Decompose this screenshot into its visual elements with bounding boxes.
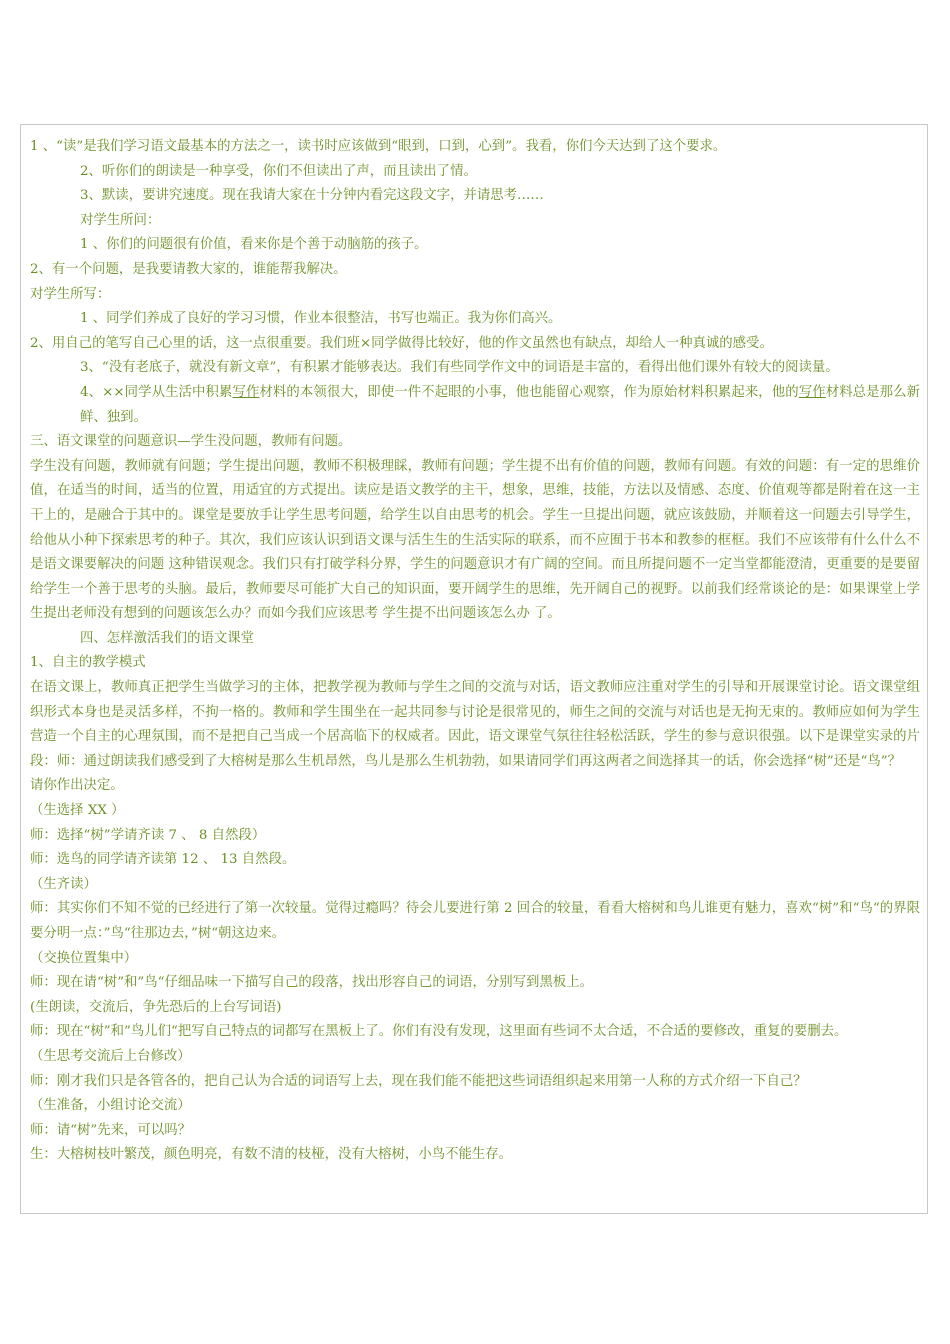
text-line: 2、听你们的朗读是一种享受，你们不但读出了声，而且读出了情。: [80, 163, 477, 179]
text-line: 2、用自己的笔写自己心里的话，这一点很重要。我们班×同学做得比较好，他的作文虽然也有缺点，却给人一种真诚的感受。: [30, 335, 773, 351]
text-line: 对学生所写：: [30, 286, 111, 302]
text-line: 师：现在请“树”和”鸟“仔细品味一下描写自己的段落，找出形容自己的词语，分别写到黑板上。: [30, 975, 594, 991]
text-line: 对学生所问：: [80, 212, 161, 228]
text-line: （生选择 XX ）: [30, 803, 125, 819]
text-line: 1 、你们的问题很有价值，看来你是个善于动脑筋的孩子。: [80, 237, 428, 253]
text-line: （交换位置集中）: [30, 950, 138, 966]
document-body: [30, 135, 920, 1168]
text-line: 师：选择“树”学请齐读 7 、 8 自然段）: [30, 827, 266, 843]
text-span: 4、××同学从生活中积累: [80, 384, 233, 400]
text-span: 材料的本领很大，即使一件不起眼的小事，他也能留心观察，作为原始材料积累起来，他的: [259, 384, 799, 400]
text-line: 1 、“读”是我们学习语文最基本的方法之一，读书时应该做到“眼到，口到，心到”。我看，你们今天达到了这个要求。: [30, 139, 727, 154]
paragraph-teaching-model: 在语文课上，教师真正把学生当做学习的主体，把教学视为教师与学生之间的交流与对话，语文教师应注重对学生的引导和开展课堂讨论。语文课堂组织形式本身也是灵活多样，不拘一格的。教师和学生围坐在一起共同参与讨论是很常见的，师生之间的交流与对话也是无拘无束的。教师应如何为学生营造一个自主的心理氛围，而不是把自己当成一个居高临下的权威者。因此，语文课堂气氛往往轻松活跃，学生的参与意识很强。以下是课堂实录的片段：师：通过朗读我们感受到了大榕树是那么生机昂然，鸟儿是那么生机勃勃，如果请同学们再这两者之间选择其一的话，你会选择“树”还是“鸟”？: [30, 680, 920, 769]
text-line: 师：现在“树”和”鸟儿们“把写自己特点的词都写在黑板上了。你们有没有发现，这里面有些词不太合适，不合适的要修改，重复的要删去。: [30, 1024, 848, 1040]
text-line: 3、默读，要讲究速度。现在我请大家在十分钟内看完这段文字，并请思考……: [80, 188, 544, 204]
text-line: 师：请“树”先来，可以吗？: [30, 1122, 191, 1138]
paragraph-compare: 师：其实你们不知不觉的已经进行了第一次较量。觉得过瘾吗？待会儿要进行第 2 回合的较量，看看大榕树和鸟儿谁更有魅力，喜欢“树”和“鸟“的界限要分明一点：”鸟“往那边去，”树“朝这边来。: [30, 901, 920, 941]
paragraph-4: [30, 381, 920, 430]
paragraph-question-awareness: 学生没有问题，教师就有问题；学生提出问题，教师不积极理睬，教师有问题；学生提不出有价值的问题，教师有问题。有效的问题：有一定的思维价值，在适当的时间，适当的位置，用适宜的方式提出。读应是语文教学的主干，想象，思维，技能，方法以及情感、态度、价值观等都是附着在这一主干上的，是融合于其中的。课堂是要放手让学生思考问题，给学生以自由思考的机会。学生一旦提出问题，就应该鼓励，并顺着这一问题去引导学生，给他从小种下探索思考的种子。其次，我们应该认识到语文课与活生生的生活实际的联系，而不应囿于书本和教参的框框。我们不应该带有什么什么不是语文课要解决的问题 这种错误观念。我们只有打破学科分界，学生的问题意识才有广阔的空间。而且所提问题不一定当堂都能澄清，更重要的是要留给学生一个善于思考的头脑。最后，教师要尽可能扩大自己的知识面，要开阔学生的思维，先开阔自己的视野。以前我们经常谈论的是：如果课堂上学生提出老师没有想到的问题该怎么办？而如今我们应该思考 学生提不出问题该怎么办 了。: [30, 458, 920, 622]
section-heading-3: 三、语文课堂的问题意识—学生没问题，教师有问题。: [30, 434, 352, 450]
text-line: 3、“没有老底子，就没有新文章”，有积累才能够表达。我们有些同学作文中的词语是丰富的，看得出他们课外有较大的阅读量。: [80, 360, 839, 376]
text-line: （生齐读）: [30, 876, 97, 892]
text-line: 请你作出决定。: [30, 778, 124, 794]
text-line: （生思考交流后上台修改）: [30, 1048, 191, 1064]
text-span: 材料总是那么新鲜、独到。: [80, 384, 921, 425]
text-line: 生：大榕树枝叶繁茂，颜色明亮，有数不清的枝桠，没有大榕树，小鸟不能生存。: [30, 1147, 513, 1163]
text-line: 2、有一个问题，是我要请教大家的，谁能帮我解决。: [30, 261, 347, 277]
text-line: （生准备，小组讨论交流）: [30, 1098, 191, 1114]
section-heading-4: 四、怎样激活我们的语文课堂: [80, 630, 255, 646]
text-line: 师：刚才我们只是各管各的，把自己认为合适的词语写上去，现在我们能不能把这些词语组织起来用第一人称的方式介绍一下自己？: [30, 1073, 807, 1089]
text-line: (生朗读，交流后，争先恐后的上台写词语): [30, 999, 282, 1015]
text-line: 1 、同学们养成了良好的学习习惯，作业本很整洁，书写也端正。我为你们高兴。: [80, 311, 562, 327]
underlined-word: 写作: [232, 384, 260, 400]
subheading-1: 1、自主的教学模式: [30, 655, 146, 671]
underlined-word: 写作: [798, 384, 826, 400]
text-line: 师：选鸟的同学请齐读第 12 、 13 自然段。: [30, 852, 296, 868]
